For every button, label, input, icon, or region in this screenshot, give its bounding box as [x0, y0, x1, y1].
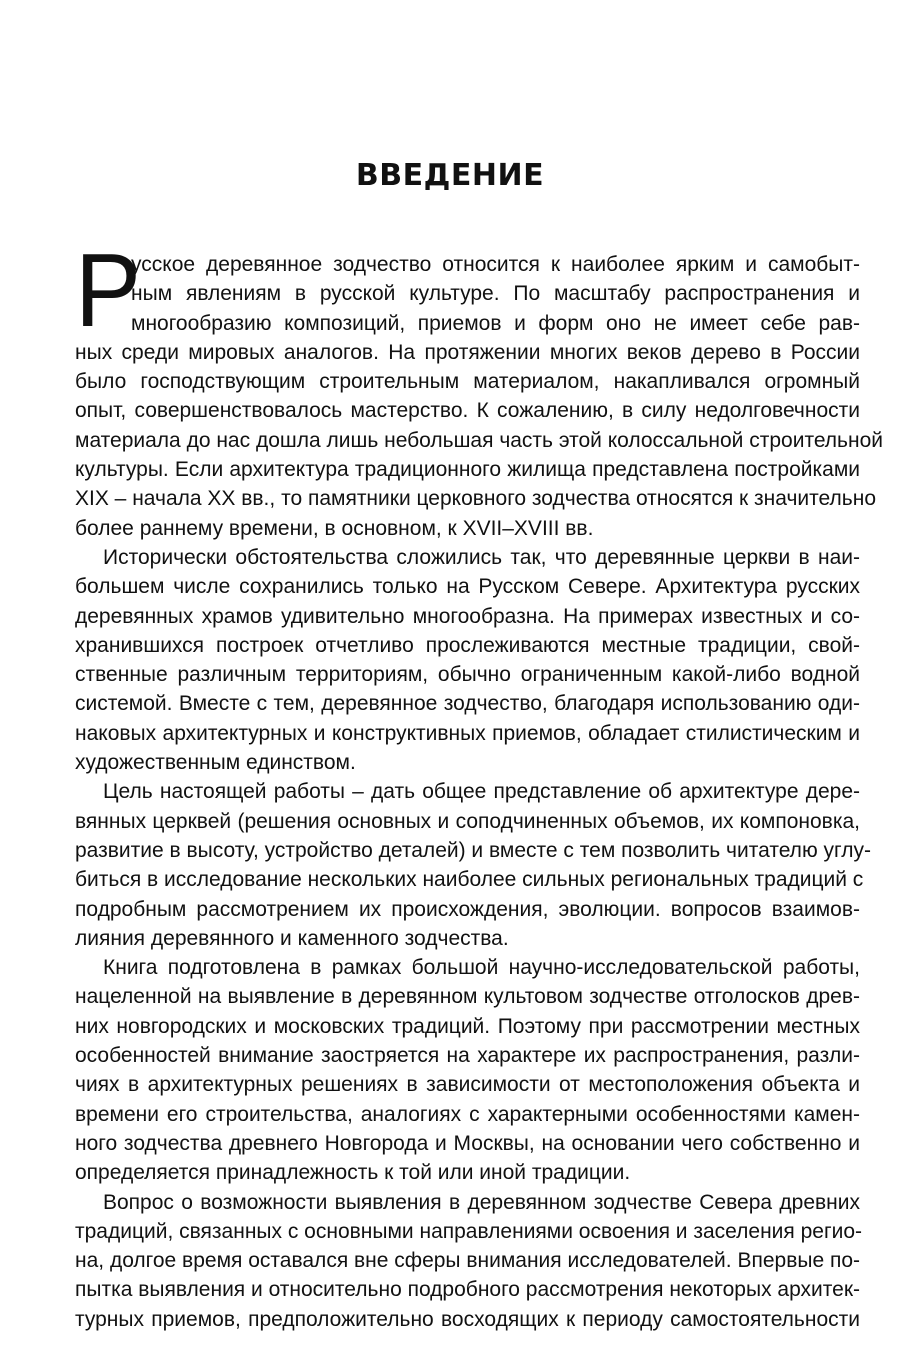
text-line: Цель настоящей работы – дать общее представление об архитектуре дере- — [103, 780, 860, 804]
paragraph — [75, 233, 884, 543]
text-line: наковых архитектурных и конструктивных приемов, обладает стилистическим и — [75, 721, 860, 745]
text-line: большем числе сохранились только на Русском Севере. Архитектура русских — [75, 575, 860, 599]
text-line: ных среди мировых аналогов. На протяжении многих веков дерево в России — [75, 340, 860, 364]
text-line: чиях в архитектурных решениях в зависимости от местоположения объекта и — [75, 1073, 860, 1097]
paragraph — [75, 953, 860, 1187]
drop-cap: Р — [75, 233, 141, 349]
text-line: опыт, совершенствовалось мастерство. К сожалению, в силу недолговечности — [75, 399, 860, 423]
text-line: пытка выявления и относительно подробного рассмотрения некоторых архитек- — [75, 1278, 861, 1302]
text-line: нацеленной на выявление в деревянном культовом зодчестве отголосков древ- — [75, 985, 860, 1009]
paragraph — [75, 1188, 863, 1334]
text-line: времени его строительства, аналогиях с характерными особенностями камен- — [75, 1102, 860, 1126]
paragraph — [75, 777, 871, 953]
text-line: материала до нас дошла лишь небольшая часть этой колоссальной строительной — [75, 428, 884, 452]
text-line: подробным рассмотрением их происхождения, эволюции. вопросов взаимов- — [75, 897, 860, 921]
text-line: вянных церквей (решения основных и соподчиненных объемов, их компоновка, — [75, 809, 860, 833]
text-line: было господствующим строительным материалом, накапливался огромный — [75, 370, 860, 394]
chapter-title: ВВЕДЕНИЕ — [355, 158, 545, 193]
text-line: Вопрос о возможности выявления в деревянном зодчестве Севера древних — [103, 1190, 860, 1214]
text-line: хранившихся построек отчетливо прослеживаются местные традиции, свой- — [75, 633, 860, 657]
body-text — [75, 233, 884, 1334]
text-line: лияния деревянного и каменного зодчества. — [75, 926, 509, 950]
text-line: развитие в высоту, устройство деталей) и вместе с тем позволить читателю углу- — [75, 838, 871, 862]
text-line: на, долгое время оставался вне сферы внимания исследователей. Впервые по- — [75, 1249, 860, 1273]
text-line: усское деревянное зодчество относится к наиболее ярким и самобыт- — [131, 253, 860, 276]
text-line: определяется принадлежность к той или иной традиции. — [75, 1161, 631, 1185]
text-line: турных приемов, предположительно восходящих к периоду самостоятельности — [75, 1307, 860, 1331]
text-line: ственные различным территориям, обычно ограниченным какой-либо водной — [75, 663, 860, 687]
text-line: традиций, связанных с основными направлениями освоения и заселения регио- — [75, 1219, 863, 1243]
text-line: XIX – начала XX вв., то памятники церковного зодчества относятся к значительно — [75, 487, 876, 511]
text-line: Книга подготовлена в рамках большой научно-исследовательской работы, — [103, 956, 860, 980]
text-line: более раннему времени, в основном, к XVII–XVIII вв. — [75, 516, 594, 540]
text-line: Исторически обстоятельства сложились так, что деревянные церкви в наи- — [103, 545, 860, 569]
text-line: культуры. Если архитектура традиционного жилища представлена постройками — [75, 458, 860, 482]
text-line: многообразию композиций, приемов и форм оно не имеет себе рав- — [131, 311, 860, 335]
text-line: особенностей внимание заостряется на характере их распространения, разли- — [75, 1044, 860, 1068]
text-line: биться в исследование нескольких наиболее сильных региональных традиций с — [75, 868, 864, 892]
text-line: деревянных храмов удивительно многообразна. На примерах известных и со- — [75, 604, 860, 628]
text-line: ного зодчества древнего Новгорода и Москвы, на основании чего собственно и — [75, 1131, 860, 1155]
text-line: них новгородских и московских традиций. Поэтому при рассмотрении местных — [75, 1014, 860, 1038]
text-line: ным явлениям в русской культуре. По масштабу распространения и — [131, 282, 860, 306]
text-line: художественным единством. — [75, 751, 356, 775]
paragraph — [75, 543, 860, 777]
text-line: системой. Вместе с тем, деревянное зодчество, благодаря использованию оди- — [75, 692, 860, 716]
